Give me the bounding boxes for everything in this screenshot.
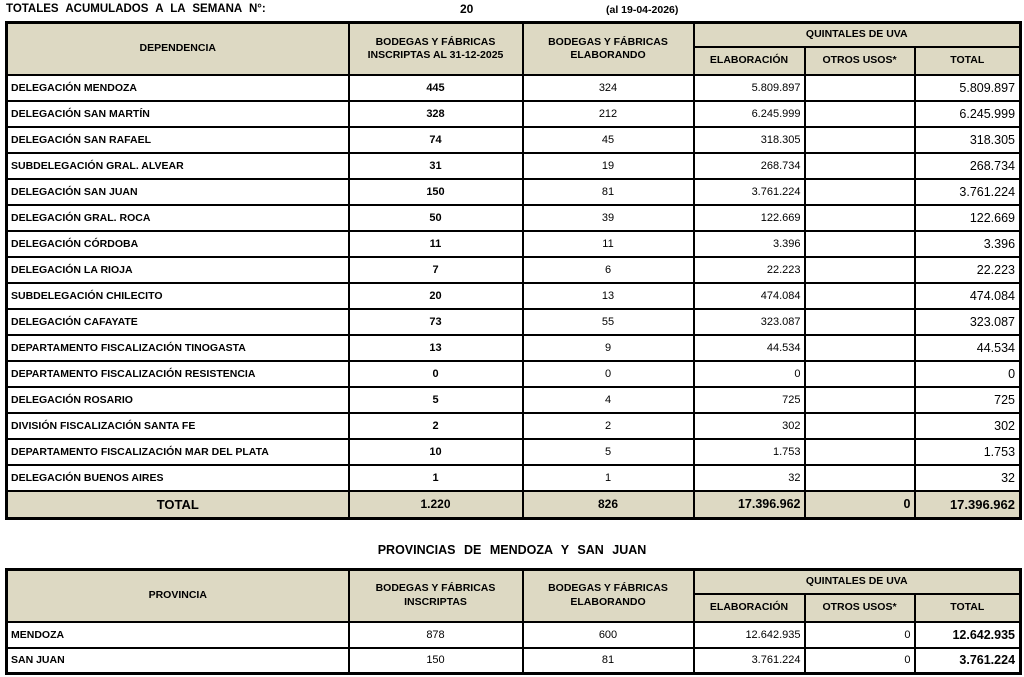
table-cell: DELEGACIÓN GRAL. ROCA [7, 205, 349, 231]
table-cell: 7 [349, 257, 523, 283]
table-cell: 150 [349, 179, 523, 205]
table-cell [805, 361, 915, 387]
table-cell: 12.642.935 [694, 622, 805, 648]
table-cell: 0 [805, 648, 915, 674]
table-cell: 13 [349, 335, 523, 361]
table-cell: SUBDELEGACIÓN GRAL. ALVEAR [7, 153, 349, 179]
table-cell [805, 465, 915, 491]
table-cell: 268.734 [915, 153, 1021, 179]
total-inscriptas: 1.220 [349, 491, 523, 518]
table-cell: 878 [349, 622, 523, 648]
table-cell: 50 [349, 205, 523, 231]
table-cell: DELEGACIÓN SAN MARTÍN [7, 101, 349, 127]
col-header-otros-usos: OTROS USOS* [805, 594, 915, 622]
table-cell: DEPARTAMENTO FISCALIZACIÓN TINOGASTA [7, 335, 349, 361]
table-cell: DEPARTAMENTO FISCALIZACIÓN MAR DEL PLATA [7, 439, 349, 465]
table-cell: DELEGACIÓN MENDOZA [7, 75, 349, 101]
table-cell: 6.245.999 [694, 101, 805, 127]
table-row [7, 465, 1021, 491]
table-cell [805, 309, 915, 335]
col-header-elaboracion: ELABORACIÓN [694, 47, 805, 75]
provincias-table-head [7, 569, 1021, 622]
table-row [7, 648, 1021, 674]
table-cell: 0 [523, 361, 694, 387]
table-cell: 45 [523, 127, 694, 153]
table-cell: 32 [915, 465, 1021, 491]
table-row [7, 101, 1021, 127]
table-cell: 324 [523, 75, 694, 101]
table-cell: 1.753 [915, 439, 1021, 465]
table-cell: 11 [523, 231, 694, 257]
table-cell: 81 [523, 179, 694, 205]
table-cell: 5 [523, 439, 694, 465]
table-cell: 0 [694, 361, 805, 387]
table-cell: DELEGACIÓN LA RIOJA [7, 257, 349, 283]
table-cell: 11 [349, 231, 523, 257]
table-cell: 318.305 [694, 127, 805, 153]
table-cell: DELEGACIÓN ROSARIO [7, 387, 349, 413]
total-row [7, 491, 1021, 518]
table-cell [805, 231, 915, 257]
table-cell: 31 [349, 153, 523, 179]
col-header-elaboracion: ELABORACIÓN [694, 594, 805, 622]
table-cell: MENDOZA [7, 622, 349, 648]
col-header-inscriptas: BODEGAS Y FÁBRICAS INSCRIPTAS AL 31-12-2025 [349, 23, 523, 76]
table-cell: 1 [523, 465, 694, 491]
col-header-provincia: PROVINCIA [7, 569, 349, 622]
table-cell: 474.084 [915, 283, 1021, 309]
table-cell: 32 [694, 465, 805, 491]
table-cell: 0 [805, 622, 915, 648]
table-cell: 725 [915, 387, 1021, 413]
header-row-1 [7, 23, 1021, 48]
table-cell: DIVISIÓN FISCALIZACIÓN SANTA FE [7, 413, 349, 439]
table-cell [805, 127, 915, 153]
table-cell: 5 [349, 387, 523, 413]
table-cell [805, 75, 915, 101]
table-row [7, 413, 1021, 439]
date-note: (al 19-04-2026) [606, 4, 679, 16]
report-header [5, 2, 1024, 19]
table-cell: 4 [523, 387, 694, 413]
total-row-label: TOTAL [7, 491, 349, 518]
table-cell: 212 [523, 101, 694, 127]
table-cell: 150 [349, 648, 523, 674]
table-cell: 725 [694, 387, 805, 413]
table-cell: 44.534 [694, 335, 805, 361]
col-header-total: TOTAL [915, 47, 1021, 75]
table-cell [805, 283, 915, 309]
table-row [7, 361, 1021, 387]
table-cell: SUBDELEGACIÓN CHILECITO [7, 283, 349, 309]
table-row [7, 283, 1021, 309]
week-number: 20 [460, 2, 474, 16]
table-cell: 1.753 [694, 439, 805, 465]
provincias-table-body [7, 622, 1021, 674]
total-quintales: 17.396.962 [915, 491, 1021, 518]
table-row [7, 439, 1021, 465]
table-cell: 3.761.224 [694, 179, 805, 205]
table-cell: 268.734 [694, 153, 805, 179]
table-cell: DELEGACIÓN BUENOS AIRES [7, 465, 349, 491]
provinces-section-title: PROVINCIAS DE MENDOZA Y SAN JUAN [377, 542, 647, 557]
table-cell: 22.223 [694, 257, 805, 283]
table-cell: 122.669 [694, 205, 805, 231]
col-header-dependencia: DEPENDENCIA [7, 23, 349, 76]
table-cell: 20 [349, 283, 523, 309]
table-cell: 13 [523, 283, 694, 309]
table-cell: 3.396 [694, 231, 805, 257]
table-cell: 328 [349, 101, 523, 127]
table-cell: 302 [915, 413, 1021, 439]
table-cell: 22.223 [915, 257, 1021, 283]
table-cell [805, 335, 915, 361]
table-cell: 323.087 [915, 309, 1021, 335]
table-row [7, 127, 1021, 153]
table-cell: 3.761.224 [915, 179, 1021, 205]
table-cell: 445 [349, 75, 523, 101]
table-cell [805, 439, 915, 465]
col-header-quintales: QUINTALES DE UVA [694, 23, 1021, 48]
table-cell: 19 [523, 153, 694, 179]
col-header-elaborando: BODEGAS Y FÁBRICAS ELABORANDO [523, 23, 694, 76]
table-cell: 9 [523, 335, 694, 361]
table-cell [805, 153, 915, 179]
table-cell: 6.245.999 [915, 101, 1021, 127]
table-cell: DELEGACIÓN SAN RAFAEL [7, 127, 349, 153]
col-header-otros-usos: OTROS USOS* [805, 47, 915, 75]
table-cell: SAN JUAN [7, 648, 349, 674]
table-cell: 323.087 [694, 309, 805, 335]
table-cell: 3.761.224 [694, 648, 805, 674]
table-cell [805, 205, 915, 231]
table-cell [805, 179, 915, 205]
table-cell: 600 [523, 622, 694, 648]
table-cell: 122.669 [915, 205, 1021, 231]
table-row [7, 622, 1021, 648]
table-cell: 39 [523, 205, 694, 231]
table-cell: 6 [523, 257, 694, 283]
dependencias-table-head [7, 23, 1021, 76]
table-row [7, 75, 1021, 101]
table-cell: 1 [349, 465, 523, 491]
table-cell: 0 [349, 361, 523, 387]
table-row [7, 153, 1021, 179]
header-row-1 [7, 569, 1021, 594]
table-cell: 3.761.224 [915, 648, 1021, 674]
table-cell: 12.642.935 [915, 622, 1021, 648]
table-cell: 0 [915, 361, 1021, 387]
table-cell: 55 [523, 309, 694, 335]
table-cell: DEPARTAMENTO FISCALIZACIÓN RESISTENCIA [7, 361, 349, 387]
table-cell [805, 387, 915, 413]
table-row [7, 309, 1021, 335]
dependencias-table-body [7, 75, 1021, 491]
table-cell: DELEGACIÓN CAFAYATE [7, 309, 349, 335]
table-cell: 44.534 [915, 335, 1021, 361]
table-cell: DELEGACIÓN CÓRDOBA [7, 231, 349, 257]
table-cell: 318.305 [915, 127, 1021, 153]
table-cell: DELEGACIÓN SAN JUAN [7, 179, 349, 205]
col-header-elaborando: BODEGAS Y FÁBRICAS ELABORANDO [523, 569, 694, 622]
table-cell: 81 [523, 648, 694, 674]
table-cell [805, 101, 915, 127]
table-cell: 74 [349, 127, 523, 153]
table-cell: 3.396 [915, 231, 1021, 257]
col-header-total: TOTAL [915, 594, 1021, 622]
dependencias-table [5, 21, 1022, 520]
table-cell [805, 413, 915, 439]
table-cell: 474.084 [694, 283, 805, 309]
table-cell: 5.809.897 [915, 75, 1021, 101]
col-header-inscriptas: BODEGAS Y FÁBRICAS INSCRIPTAS [349, 569, 523, 622]
table-cell: 10 [349, 439, 523, 465]
col-header-quintales: QUINTALES DE UVA [694, 569, 1021, 594]
report-title: TOTALES ACUMULADOS A LA SEMANA N°: [6, 3, 266, 15]
table-row [7, 179, 1021, 205]
provincias-table [5, 568, 1022, 676]
table-cell [805, 257, 915, 283]
total-otros-usos: 0 [805, 491, 915, 518]
dependencias-table-foot [7, 491, 1021, 518]
table-row [7, 205, 1021, 231]
table-cell: 5.809.897 [694, 75, 805, 101]
table-row [7, 387, 1021, 413]
table-cell: 302 [694, 413, 805, 439]
table-cell: 2 [349, 413, 523, 439]
table-cell: 2 [523, 413, 694, 439]
table-row [7, 257, 1021, 283]
table-row [7, 231, 1021, 257]
table-cell: 73 [349, 309, 523, 335]
table-row [7, 335, 1021, 361]
total-elaborando: 826 [523, 491, 694, 518]
total-elaboracion: 17.396.962 [694, 491, 805, 518]
